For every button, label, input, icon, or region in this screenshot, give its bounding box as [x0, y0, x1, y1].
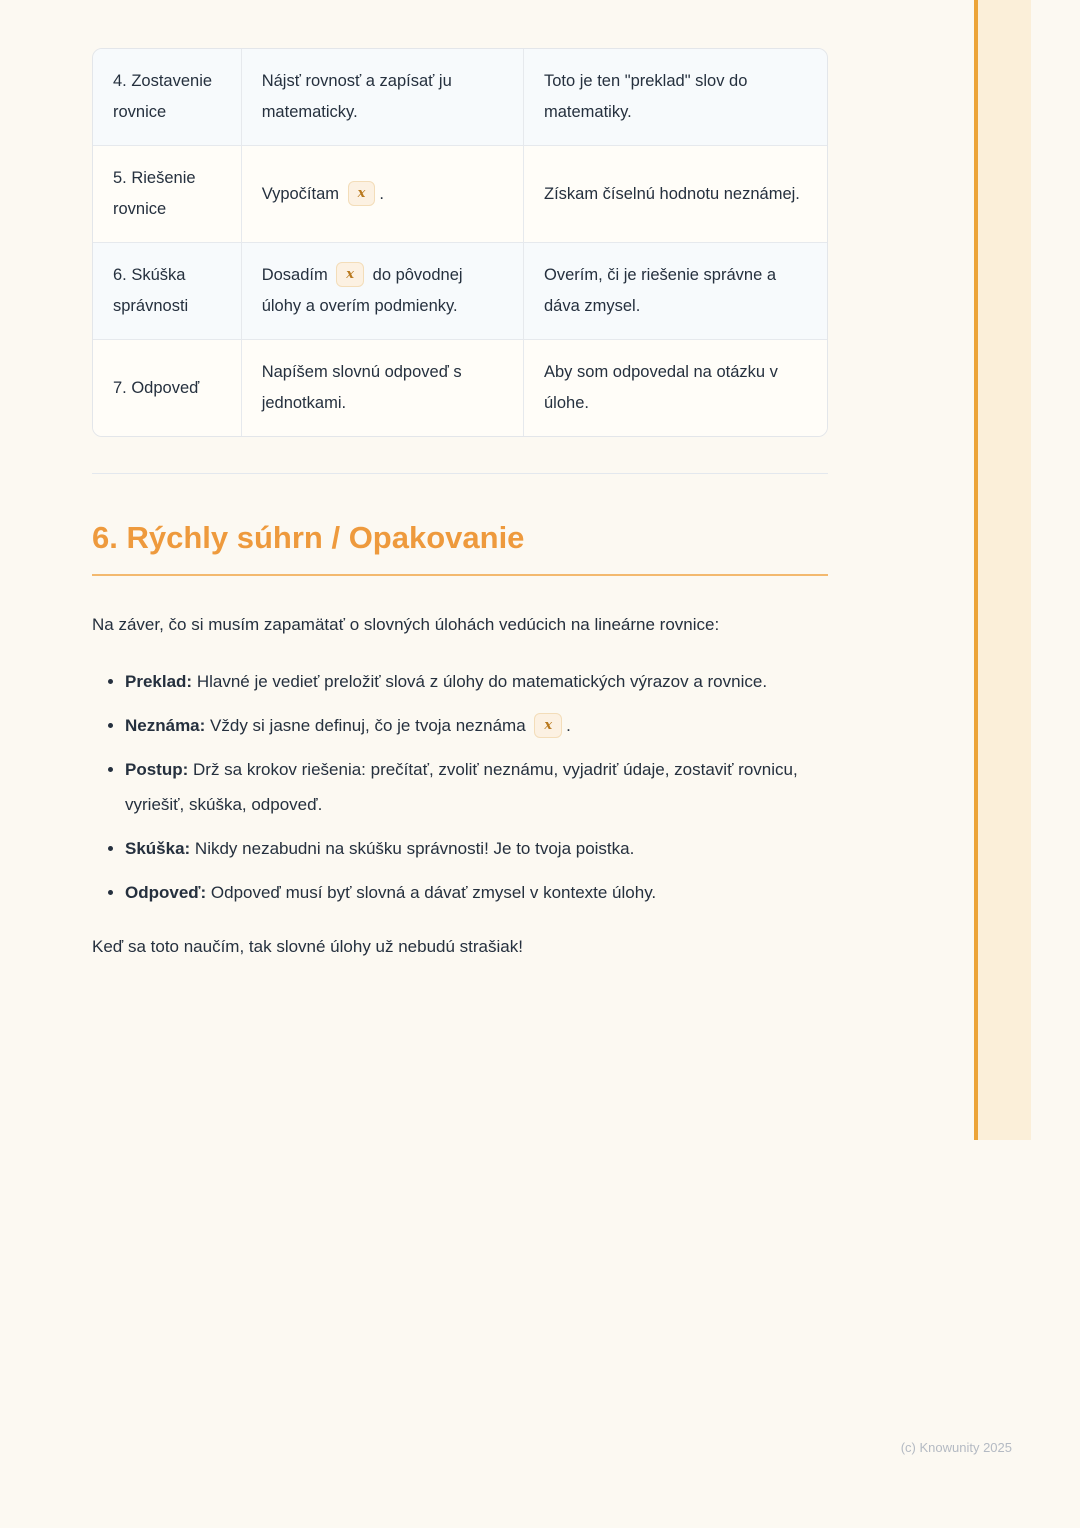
document-content — [92, 0, 828, 977]
action-text: Dosadím — [261, 266, 333, 284]
bullet-text: Hlavné je vedieť preložiť slová z úlohy do matematických výrazov a rovnice. — [192, 672, 768, 691]
action-text: Nájsť rovnosť a zapísať ju matematicky. — [261, 72, 452, 121]
purpose-cell: Toto je ten "preklad" slov do matematiky. — [523, 49, 827, 145]
section-heading-block — [92, 520, 828, 576]
bullet-text-after: . — [566, 716, 571, 735]
bullet-text: Vždy si jasne definuj, čo je tvoja neznáma — [205, 716, 531, 735]
list-item-preklad — [125, 664, 828, 699]
action-text: do pôvodnej úlohy a overím podmienky. — [261, 266, 463, 315]
list-item-postup — [125, 752, 828, 822]
action-cell — [241, 145, 523, 242]
table-row-step-7 — [93, 339, 827, 436]
intro-paragraph: Na záver, čo si musím zapamätať o slovných úlohách vedúcich na lineárne rovnice: — [92, 615, 720, 634]
step-cell: 5. Riešenie rovnice — [93, 145, 241, 242]
action-text: Vypočítam — [261, 184, 344, 203]
copyright-footer: (c) Knowunity 2025 — [900, 1440, 1012, 1455]
side-accent-band — [978, 0, 1031, 1140]
bullet-bold: Preklad: — [125, 672, 193, 691]
bullet-text: Odpoveď musí byť slovná a dávať zmysel v kontexte úlohy. — [206, 883, 657, 902]
purpose-cell: Získam číselnú hodnotu neznámej. — [523, 145, 827, 242]
list-item-neznama — [125, 708, 828, 743]
section-title: 6. Rýchly súhrn / Opakovanie — [92, 520, 525, 555]
section-divider — [92, 473, 828, 474]
bullet-bold: Skúška: — [125, 839, 191, 858]
step-cell: 7. Odpoveď — [93, 339, 241, 436]
bullet-text: Nikdy nezabudni na skúšku správnosti! Je to tvoja poistka. — [190, 839, 635, 858]
step-cell: 6. Skúška správnosti — [93, 242, 241, 339]
bullet-bold: Odpoveď: — [125, 883, 207, 902]
table-row-step-4 — [93, 49, 827, 145]
step-cell: 4. Zostavenie rovnice — [93, 49, 241, 145]
math-x-chip: x — [336, 262, 364, 287]
bullet-bold: Postup: — [125, 760, 189, 779]
action-text: . — [379, 184, 384, 203]
action-cell — [241, 242, 523, 339]
action-cell — [241, 339, 523, 436]
purpose-cell: Overím, či je riešenie správne a dáva zmysel. — [523, 242, 827, 339]
math-x-chip: x — [348, 181, 376, 206]
steps-table — [92, 48, 828, 437]
action-cell — [241, 49, 523, 145]
closing-paragraph: Keď sa toto naučím, tak slovné úlohy už nebudú strašiak! — [92, 937, 523, 956]
purpose-cell: Aby som odpovedal na otázku v úlohe. — [523, 339, 827, 436]
table-row-step-5 — [93, 145, 827, 242]
list-item-skuska — [125, 831, 828, 866]
list-item-odpoved — [125, 875, 828, 910]
bullet-bold: Neznáma: — [125, 716, 206, 735]
bullet-text: Drž sa krokov riešenia: prečítať, zvoliť neznámu, vyjadriť údaje, zostaviť rovnicu, vyriešiť, skúška, odpoveď. — [125, 760, 798, 814]
action-text: Napíšem slovnú odpoveď s jednotkami. — [261, 363, 462, 412]
summary-list — [92, 664, 828, 910]
math-x-chip: x — [534, 713, 562, 738]
table-row-step-6 — [93, 242, 827, 339]
